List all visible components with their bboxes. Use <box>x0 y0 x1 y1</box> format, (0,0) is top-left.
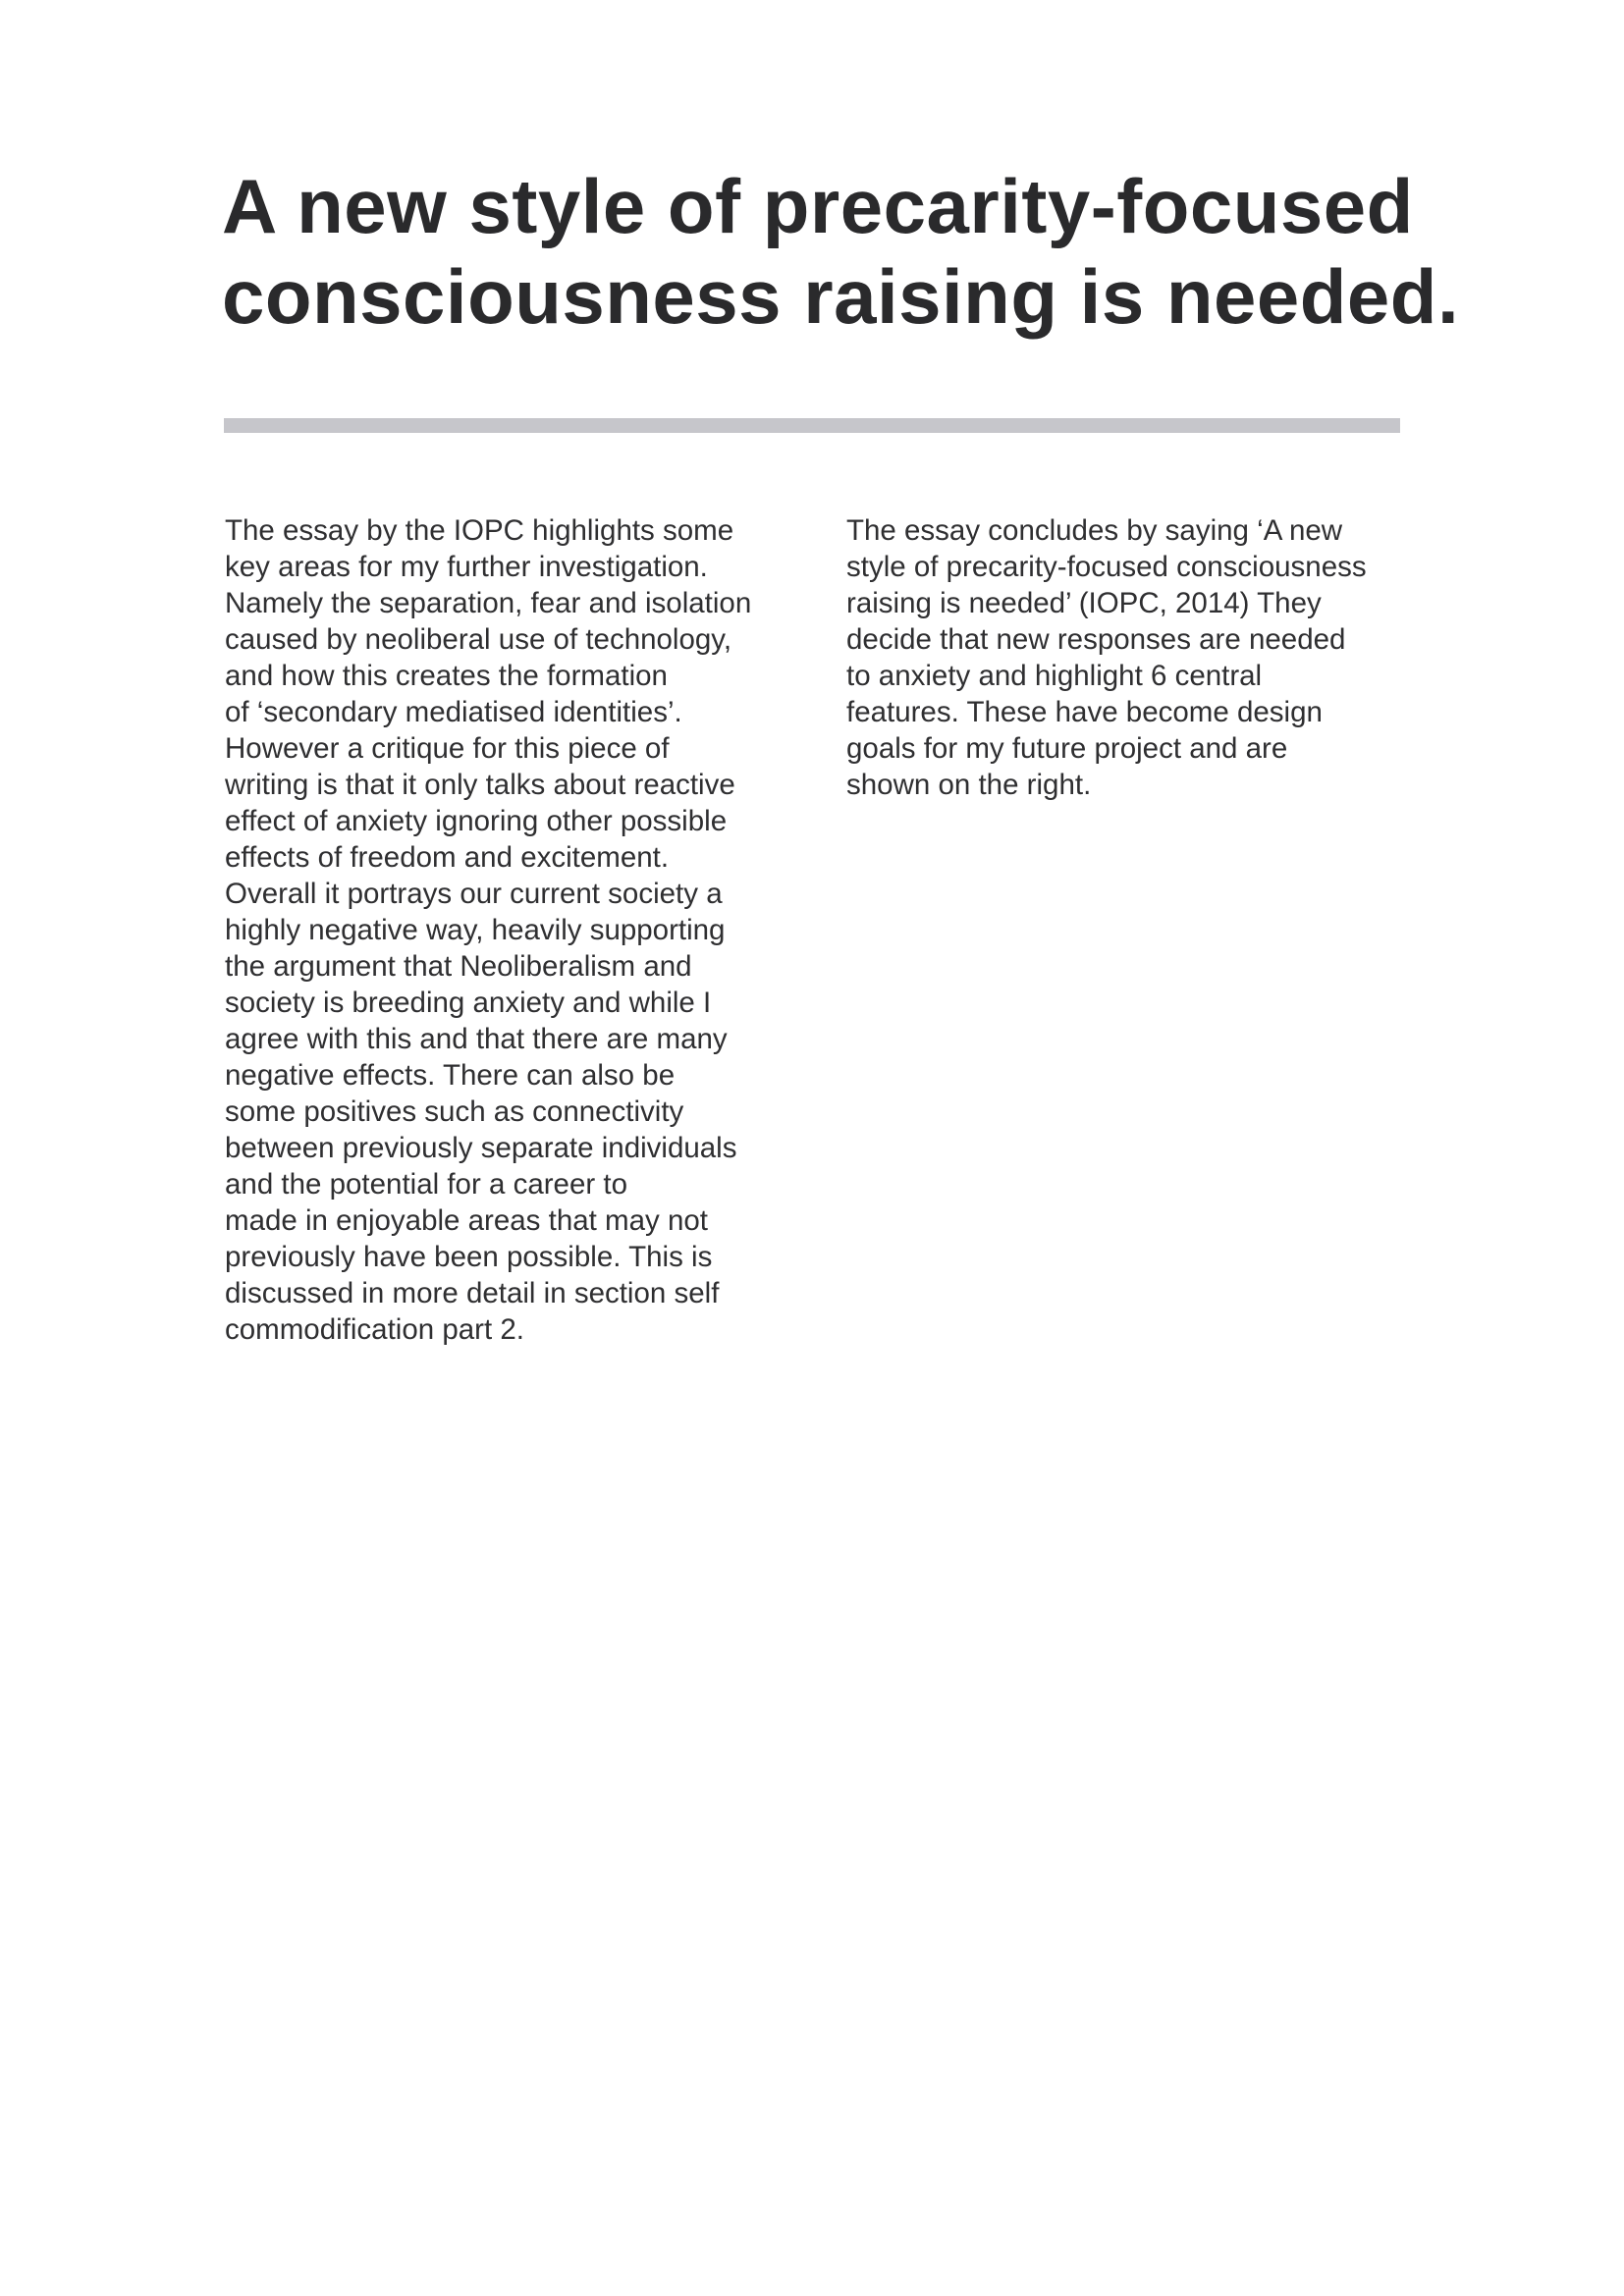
right-text-column <box>846 512 1435 803</box>
text-line: of ‘secondary mediatised identities’. <box>225 696 682 728</box>
text-line: Namely the separation, fear and isolation <box>225 587 752 619</box>
text-line: raising is needed’ (IOPC, 2014) They <box>846 587 1322 619</box>
text-line: shown on the right. <box>846 769 1092 801</box>
text-line: However a critique for this piece of <box>225 732 670 765</box>
text-line: to anxiety and highlight 6 central <box>846 660 1263 692</box>
title-line: A new style of precarity-focused <box>222 163 1414 249</box>
text-line: the argument that Neoliberalism and <box>225 950 692 983</box>
text-line: features. These have become design <box>846 696 1323 728</box>
text-line: society is breeding anxiety and while I <box>225 987 712 1019</box>
text-line: style of precarity-focused consciousness <box>846 551 1367 583</box>
text-line: goals for my future project and are <box>846 732 1288 765</box>
text-line: and the potential for a career to <box>225 1168 627 1201</box>
text-line: writing is that it only talks about reactive <box>225 769 735 801</box>
text-line: between previously separate individuals <box>225 1132 737 1164</box>
text-line: decide that new responses are needed <box>846 623 1346 656</box>
text-line: The essay by the IOPC highlights some <box>225 514 734 547</box>
text-line: previously have been possible. This is <box>225 1241 713 1273</box>
page-title <box>222 161 1498 342</box>
text-line: negative effects. There can also be <box>225 1059 676 1092</box>
text-line: some positives such as connectivity <box>225 1095 684 1128</box>
title-line: consciousness raising is needed. <box>222 253 1460 340</box>
left-text-column <box>225 512 814 1348</box>
text-line: caused by neoliberal use of technology, <box>225 623 732 656</box>
text-line: and how this creates the formation <box>225 660 668 692</box>
text-line: commodification part 2. <box>225 1313 524 1346</box>
text-line: discussed in more detail in section self <box>225 1277 720 1309</box>
text-line: The essay concludes by saying ‘A new <box>846 514 1343 547</box>
text-line: effect of anxiety ignoring other possible <box>225 805 728 837</box>
text-line: agree with this and that there are many <box>225 1023 728 1055</box>
text-line: highly negative way, heavily supporting <box>225 914 726 946</box>
text-line: made in enjoyable areas that may not <box>225 1204 708 1237</box>
text-line: key areas for my further investigation. <box>225 551 708 583</box>
text-line: Overall it portrays our current society a <box>225 878 723 910</box>
text-line: effects of freedom and excitement. <box>225 841 670 874</box>
section-divider <box>224 418 1400 433</box>
